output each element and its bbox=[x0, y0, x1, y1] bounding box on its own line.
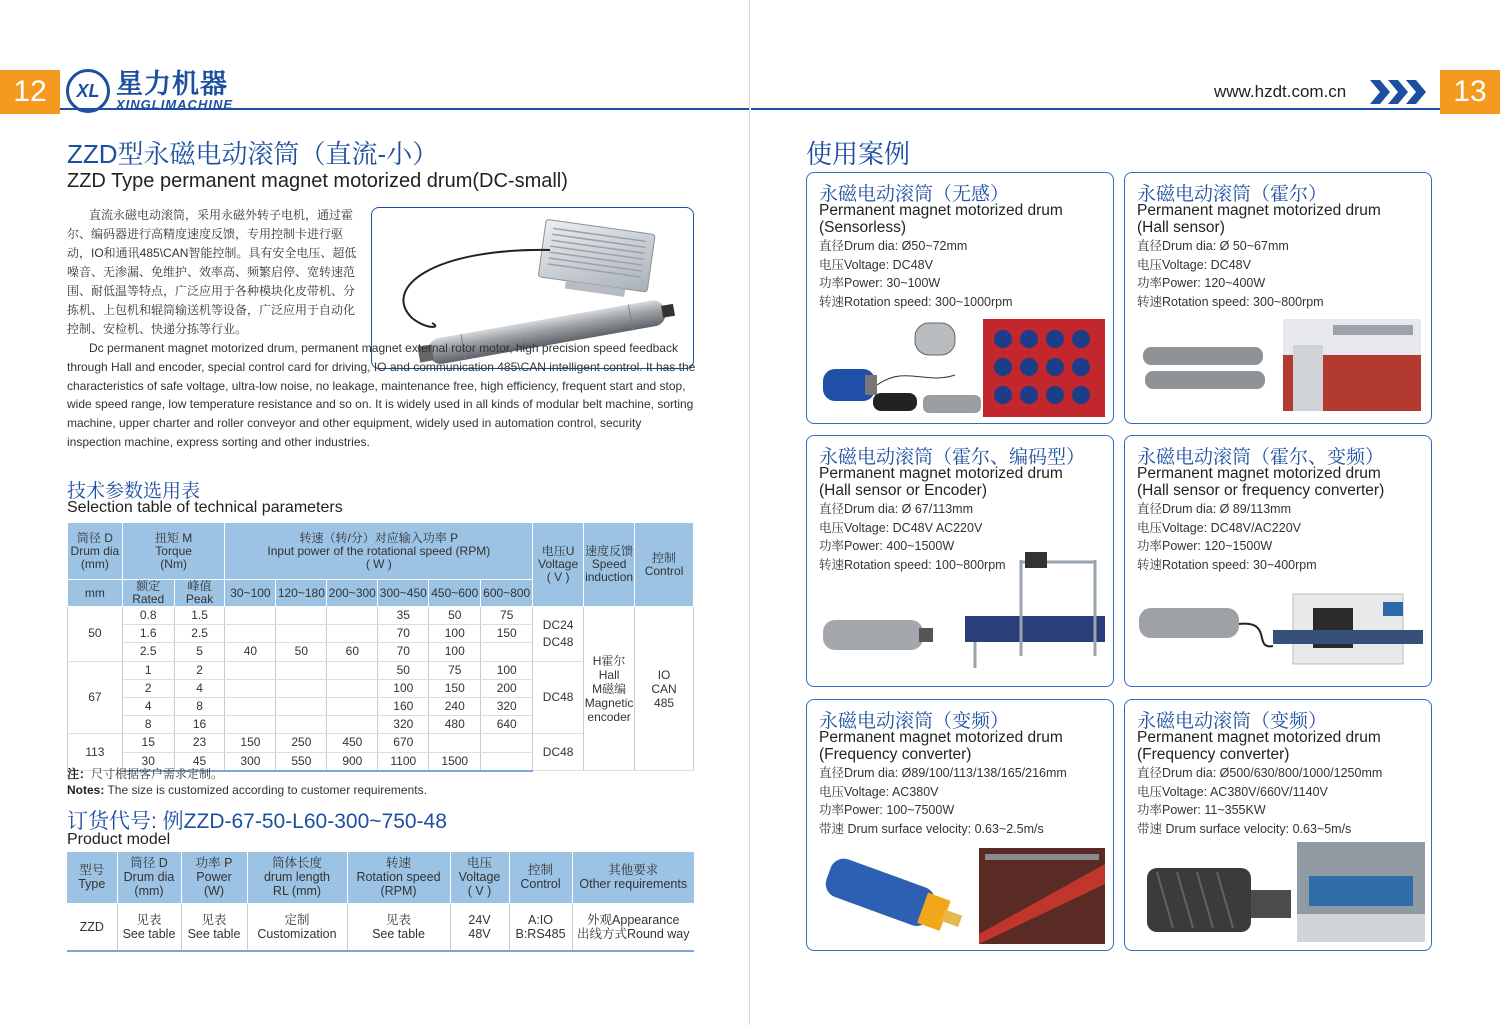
intro-chinese: 直流永磁电动滚筒，采用永磁外转子电机，通过霍尔、编码器进行高精度速度反馈，专用控制卡进行驱动，IO和通讯485\CAN智能控制。具有安全电压、超低噪音、无渗漏、免维护、效率高、频繁启停、宽转速范围、耐低温等特点，广泛应用于各种模块化皮带机、分拣机、上包机和辊筒输送机等设备，广泛应用于自动化控制、安检机、快递分拣等行业。 bbox=[67, 208, 357, 336]
header-control: 控制 Control bbox=[635, 523, 694, 607]
table-row: 1.6 2.5 70 100 150 bbox=[68, 625, 694, 643]
page-number-left: 12 bbox=[0, 70, 60, 114]
diameter-cell: 67 bbox=[68, 661, 123, 734]
header-torque: 扭矩 M Torque (Nm) bbox=[122, 523, 225, 580]
page-number-right: 13 bbox=[1440, 70, 1500, 114]
table-row: 50 0.8 1.5 35 50 75 DC24 DC48 H霍尔 Hall M磁编 Magnetic encoder IO CAN 485 bbox=[68, 607, 694, 625]
header-rule-right bbox=[751, 108, 1440, 110]
table-row: ZZD 见表 See table 见表 See table 定制 Customization 见表 See table 24V 48V A:IO B:RS485 外观Appearance 出线方式Round way bbox=[67, 903, 694, 951]
case-card-hall-frequency: 永磁电动滚筒（霍尔、变频） Permanent magnet motorized drum (Hall sensor or frequency converter) 直径Drum dia: Ø 89/113mm 电压Voltage: DC48V/AC220V 功率Power: 120~1500W 转速Rotation speed: 30~400rpm bbox=[1124, 435, 1432, 687]
case-photo bbox=[815, 844, 1107, 948]
voltage-cell: DC48 bbox=[533, 734, 584, 771]
table-row: 8 16 320 480 640 bbox=[68, 716, 694, 734]
header-speed-feedback: 速度反馈 Speed induction bbox=[584, 523, 635, 607]
table-row: 2.5 5 40 50 60 70 100 bbox=[68, 643, 694, 661]
product-title-cn: ZZD型永磁电动滚筒（直流-小） bbox=[67, 139, 439, 169]
company-logo bbox=[66, 69, 233, 113]
case-card-frequency-large: 永磁电动滚筒（变频） Permanent magnet motorized drum (Frequency converter) 直径Drum dia: Ø500/630/800/1000/1250mm 电压Voltage: AC380V/660V/1140V 功率Power: 11~355KW 带速 Drum surface velocity: 0.63~5m/s bbox=[1124, 699, 1432, 951]
table-row: 113 15 23 150 250 450 670 DC48 bbox=[68, 734, 694, 752]
header-diameter: 筒径 D Drum dia (mm) bbox=[68, 523, 123, 580]
product-title-en: ZZD Type permanent magnet motorized drum(DC-small) bbox=[67, 170, 568, 192]
case-card-sensorless: 永磁电动滚筒（无感） Permanent magnet motorized drum (Sensorless) 直径Drum dia: Ø50~72mm 电压Voltage: DC48V 功率Power: 30~100W 转速Rotation speed: 300~1000rpm bbox=[806, 172, 1114, 424]
case-photo bbox=[1133, 580, 1425, 684]
table-row: 67 1 2 50 75 100 DC48 bbox=[68, 661, 694, 679]
page-spine bbox=[749, 0, 750, 1025]
header-speed-power: 转速（转/分）对应输入功率 P Input power of the rotational speed (RPM) ( W ) bbox=[225, 523, 533, 580]
control-cell: IO CAN 485 bbox=[635, 607, 694, 771]
product-model-title: Product model bbox=[67, 831, 171, 848]
table-row: 30 45 300 550 900 1100 1500 bbox=[68, 752, 694, 771]
case-card-hall-encoder: 永磁电动滚筒（霍尔、编码型） Permanent magnet motorized drum (Hall sensor or Encoder) 直径Drum dia: Ø 67/113mm 电压Voltage: DC48V AC220V 功率Power: 400~1500W 转速Rotation speed: 100~800rpm bbox=[806, 435, 1114, 687]
voltage-cell: DC24 DC48 bbox=[533, 607, 584, 662]
diameter-cell: 113 bbox=[68, 734, 123, 771]
model-table: 型号 Type 筒径 D Drum dia (mm) 功率 P Power (W) 筒体长度 drum length RL (mm) 转速 Rotation speed (RPM) 电压 Voltage ( V ) 控制 Control 其他要求 Other requirements ZZD 见表 See table 见表 See table 定制 Customization 见表 See table 24V 48V A:IO B:RS485 外观Appearance 出线方式Round way bbox=[67, 852, 694, 952]
subheader-row: mm 额定Rated 峰值Peak 30~100 120~180 200~300 300~450 450~600 600~800 bbox=[68, 580, 694, 607]
table-notes: 注：尺寸根据客户需求定制。 Notes: The size is customized according to customer requirements. bbox=[67, 767, 427, 797]
case-card-frequency-small: 永磁电动滚筒（变频） Permanent magnet motorized drum (Frequency converter) 直径Drum dia: Ø89/100/113/138/165/216mm 电压Voltage: AC380V 功率Power: 100~7500W 带速 Drum surface velocity: 0.63~2.5m/s bbox=[806, 699, 1114, 951]
spec-section-title-cn: 技术参数选用表 bbox=[67, 481, 201, 502]
logo-mark-icon: XL bbox=[66, 69, 110, 113]
table-row: 4 8 160 240 320 bbox=[68, 697, 694, 715]
voltage-cell: DC48 bbox=[533, 661, 584, 734]
feedback-cell: H霍尔 Hall M磁编 Magnetic encoder bbox=[584, 607, 635, 771]
case-photo bbox=[1133, 315, 1425, 419]
intro-english: Dc permanent magnet motorized drum, permanent magnet external rotor motor, high precision speed feedback through Hall and encoder, special control card for driving, IO and communication 485\CAN intelligent control. It has the characteristics of safe voltage, ultra-low noise, no leakage, maintenance free, high efficiency, frequent start and stop, wide speed range, low temperature resistance and so on. It is widely used in all kinds of modular belt machine, sorting machine, upper charter and roller conveyor and other equipment, widely used in automation control, security inspection machine, express sorting and other industries. bbox=[67, 341, 696, 449]
chevron-right-icon bbox=[1370, 78, 1428, 106]
website-url[interactable]: www.hzdt.com.cn bbox=[1214, 82, 1347, 101]
logo-chinese-name: 星力机器 bbox=[116, 69, 228, 99]
case-photo bbox=[815, 546, 1107, 684]
order-code: 订货代号: 例ZZD-67-50-L60-300~750-48 bbox=[67, 810, 447, 833]
table-row: 2 4 100 150 200 bbox=[68, 679, 694, 697]
spec-section-title-en: Selection table of technical parameters bbox=[67, 499, 343, 516]
cases-title: 使用案例 bbox=[806, 139, 911, 169]
logo-english-name: XINGLIMACHINE bbox=[116, 97, 233, 112]
case-photo bbox=[815, 315, 1107, 419]
case-card-hall: 永磁电动滚筒（霍尔） Permanent magnet motorized drum (Hall sensor) 直径Drum dia: Ø 50~67mm 电压Voltage: DC48V 功率Power: 120~400W 转速Rotation speed: 300~800rpm bbox=[1124, 172, 1432, 424]
spec-table bbox=[67, 522, 694, 772]
diameter-cell: 50 bbox=[68, 607, 123, 662]
header-voltage: 电压U Voltage ( V ) bbox=[533, 523, 584, 607]
case-photo bbox=[1133, 842, 1425, 946]
